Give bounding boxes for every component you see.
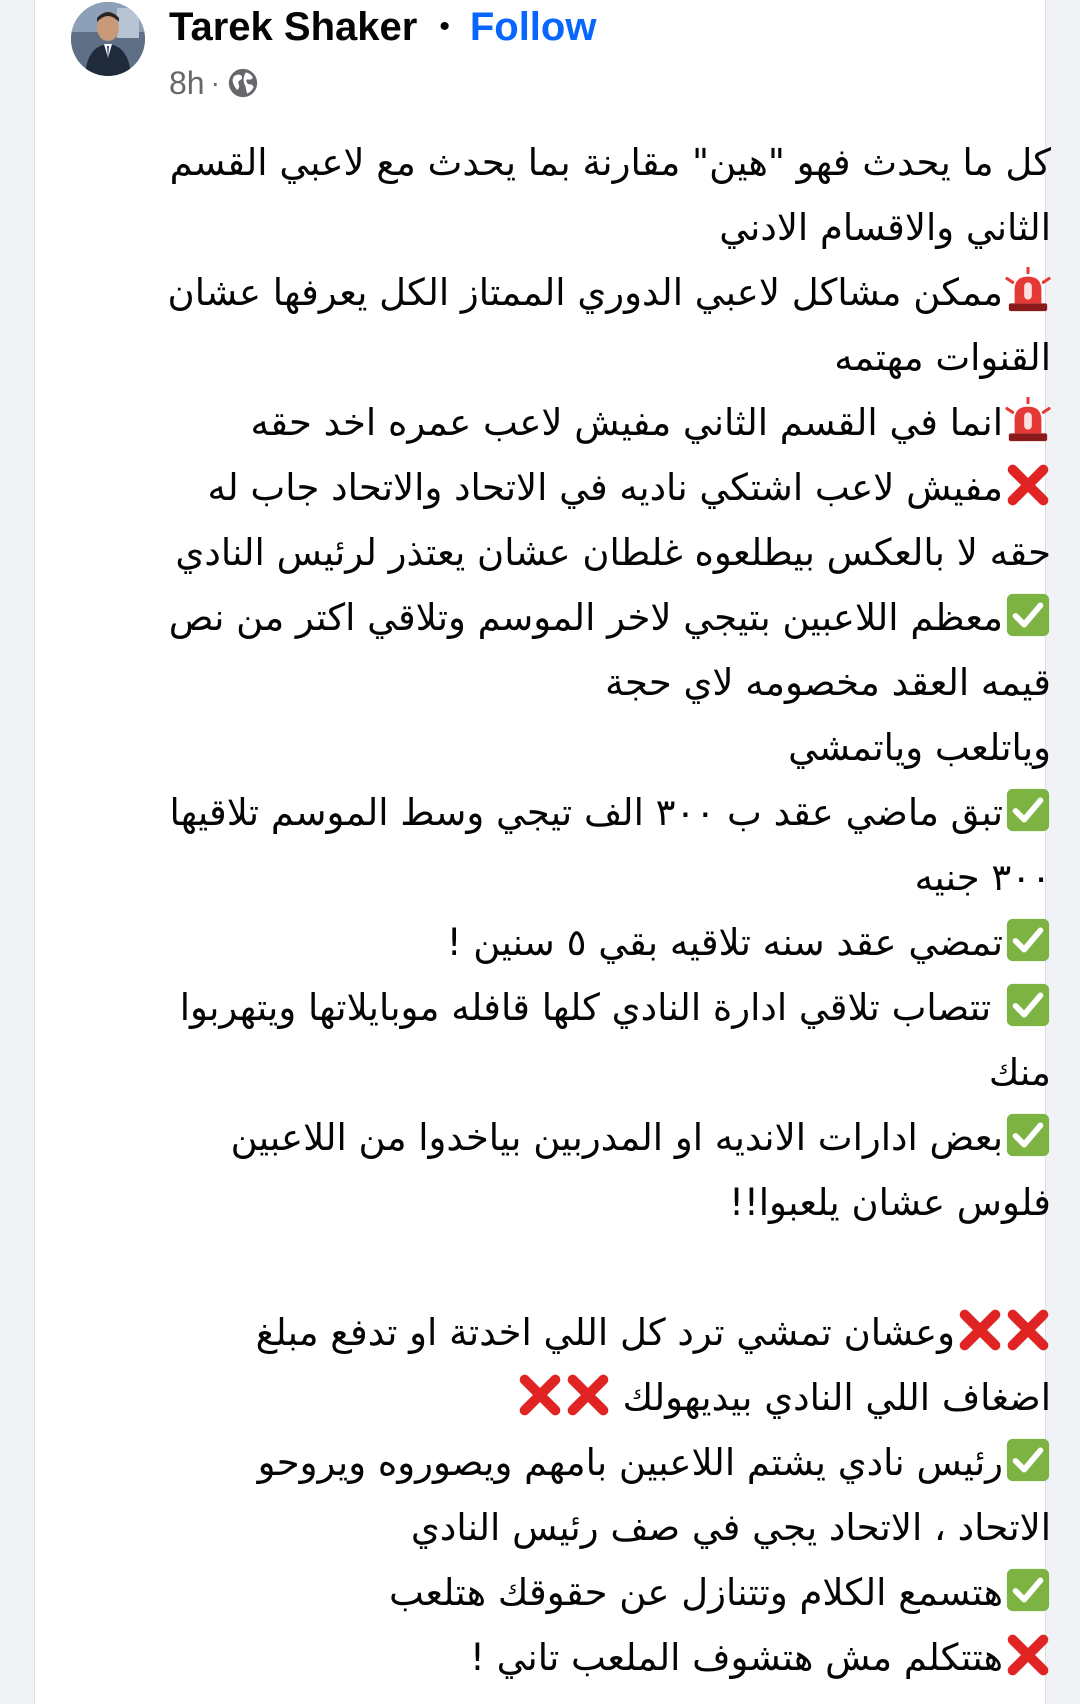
post-line-text: وعشان تمشي ترد كل اللي اخدتة او تدفع مبلغ	[255, 1311, 955, 1354]
post-line	[95, 1105, 1051, 1170]
post-line-text: تمضي عقد سنه تلاقيه بقي ٥ سنين !	[446, 921, 1003, 964]
check-mark-icon	[1005, 1437, 1051, 1483]
post-line-text: مفيش لاعب اشتكي ناديه في الاتحاد والاتحاد جاب له	[207, 466, 1003, 509]
post-line	[95, 650, 1051, 715]
cross-mark-icon	[957, 1307, 1003, 1353]
post-line	[95, 325, 1051, 390]
cross-mark-icon	[517, 1372, 563, 1418]
post-line-text: رئيس نادي يشتم اللاعبين بامهم ويصوروه ويروحو	[257, 1441, 1003, 1484]
post-line-text: منك	[988, 1051, 1051, 1094]
follow-button[interactable]: Follow	[469, 4, 597, 49]
post-line	[95, 1560, 1051, 1625]
cross-mark-icon	[1005, 462, 1051, 508]
post-line	[95, 910, 1051, 975]
post-line	[95, 1300, 1051, 1365]
cross-mark-icon	[565, 1372, 611, 1418]
post-line	[95, 390, 1051, 455]
post-line-text: كل ما يحدث فهو "هين" مقارنة بما يحدث مع لاعبي القسم	[169, 141, 1051, 184]
check-mark-icon	[1005, 1567, 1051, 1613]
post-line-text: معظم اللاعبين بتيجي لاخر الموسم وتلاقي اكتر من نص	[168, 596, 1003, 639]
post-line	[95, 1040, 1051, 1105]
siren-icon	[1005, 267, 1051, 313]
post-line	[95, 1235, 1051, 1300]
post-line	[95, 715, 1051, 780]
post-header	[169, 0, 596, 54]
post-line-text: قيمه العقد مخصومه لاي حجة	[605, 661, 1051, 704]
post-line-text: القنوات مهتمه	[834, 336, 1051, 379]
post-text	[95, 130, 1051, 1690]
post-line-text: الاتحاد ، الاتحاد يجي في صف رئيس النادي	[410, 1506, 1051, 1549]
post-meta	[169, 62, 260, 104]
post-line-text: ممكن مشاكل لاعبي الدوري الممتاز الكل يعرفها عشان	[167, 271, 1003, 314]
post-line-text: هتسمع الكلام وتتنازل عن حقوقك هتلعب	[389, 1571, 1003, 1614]
siren-icon	[1005, 397, 1051, 443]
post-line	[95, 520, 1051, 585]
post-line	[95, 1495, 1051, 1560]
avatar[interactable]	[71, 2, 145, 76]
post-line	[95, 455, 1051, 520]
meta-separator: ·	[210, 67, 220, 98]
globe-icon[interactable]	[226, 66, 260, 100]
check-mark-icon	[1005, 1112, 1051, 1158]
post-line-text: وياتلعب وياتمشي	[788, 726, 1051, 769]
post-line	[95, 195, 1051, 260]
check-mark-icon	[1005, 982, 1051, 1028]
post-line	[95, 1365, 1051, 1430]
cross-mark-icon	[1005, 1307, 1051, 1353]
post-line-text: فلوس عشان يلعبوا!!	[729, 1181, 1051, 1224]
post-line-text: بعض ادارات الانديه او المدربين بياخدوا من اللاعبين	[230, 1116, 1003, 1159]
post-line-text: ٣٠٠ جنيه	[914, 856, 1051, 899]
post-line	[95, 1625, 1051, 1690]
cross-mark-icon	[1005, 1632, 1051, 1678]
post-time[interactable]: 8h	[169, 64, 205, 101]
avatar-photo	[71, 2, 145, 76]
post-card	[34, 0, 1051, 1704]
post-line	[95, 260, 1051, 325]
post-line	[95, 975, 1051, 1040]
post-line	[95, 585, 1051, 650]
post-line-text: حقه لا بالعكس بيطلعوه غلطان عشان يعتذر لرئيس النادي	[175, 531, 1051, 574]
post-line-text: اضغاف اللي النادي بيديهولك	[610, 1376, 1051, 1419]
post-line-text: تبق ماضي عقد ب ٣٠٠ الف تيجي وسط الموسم تلاقيها	[169, 791, 1003, 834]
post-line	[95, 845, 1051, 910]
check-mark-icon	[1005, 917, 1051, 963]
post-line-text: انما في القسم الثاني مفيش لاعب عمره اخد حقه	[250, 401, 1003, 444]
post-line	[95, 130, 1051, 195]
post-line	[95, 780, 1051, 845]
post-line-text: هتتكلم مش هتشوف الملعب تاني !	[469, 1636, 1003, 1679]
post-line-text: الثاني والاقسام الادني	[719, 206, 1051, 249]
post-line-text: تتصاب تلاقي ادارة النادي كلها قافله موبايلاتها ويتهربوا	[179, 986, 1003, 1029]
check-mark-icon	[1005, 592, 1051, 638]
header-separator: •	[439, 10, 450, 43]
author-name[interactable]: Tarek Shaker	[169, 4, 418, 49]
post-line	[95, 1170, 1051, 1235]
check-mark-icon	[1005, 787, 1051, 833]
post-line	[95, 1430, 1051, 1495]
